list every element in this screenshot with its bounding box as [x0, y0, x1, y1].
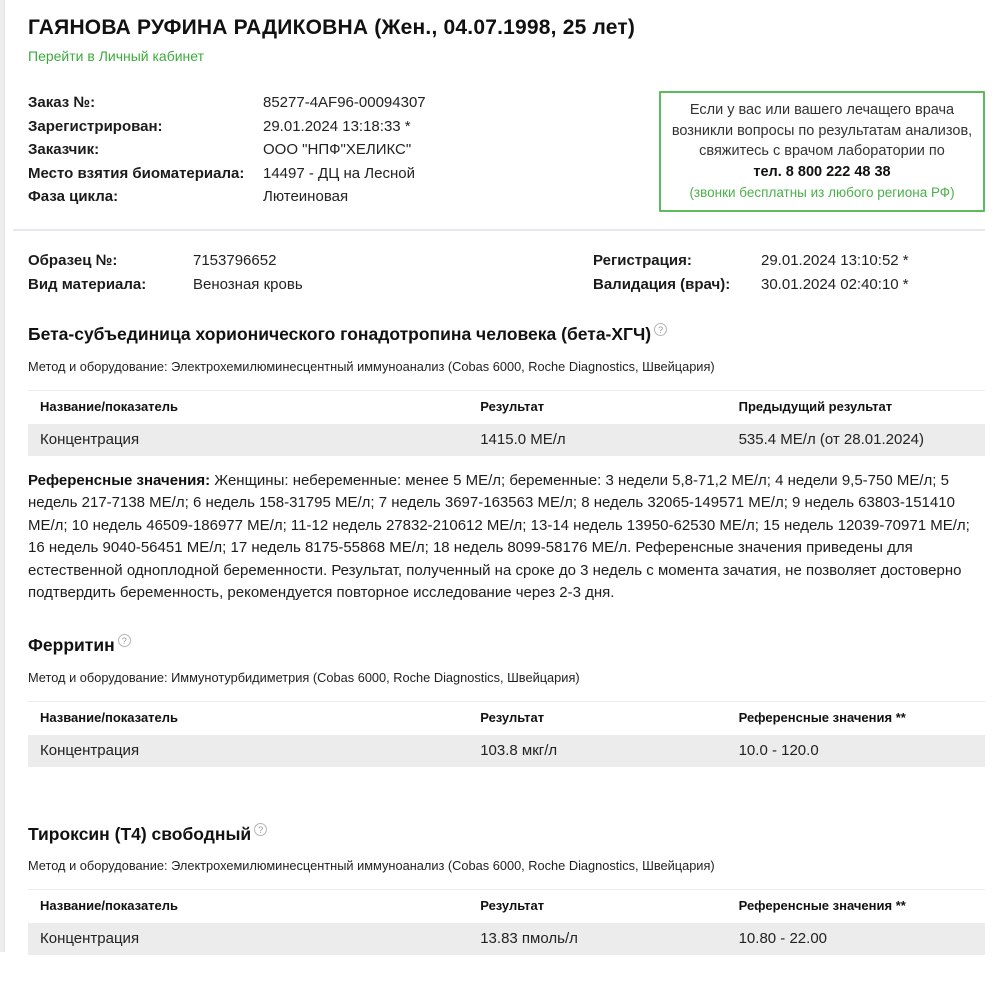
section-t4-free [28, 823, 985, 956]
order-value: Лютеиновая [263, 188, 349, 205]
order-label: Фаза цикла: [28, 188, 119, 205]
reference-values-text [28, 470, 985, 605]
column-header: Название/показатель [40, 709, 179, 725]
reference-lead: Референсные значения: [28, 471, 211, 489]
sample-value: Венозная кровь [193, 275, 303, 293]
sample-label: Образец №: [28, 252, 118, 269]
table-row [28, 923, 985, 955]
order-label: Заказчик: [28, 141, 100, 158]
result-cell: 13.83 пмоль/л [480, 930, 578, 948]
sample-info-left [28, 249, 593, 296]
order-row [28, 115, 426, 139]
results-table [28, 390, 985, 456]
order-value: 14497 - ДЦ на Лесной [263, 164, 415, 182]
section-divider [13, 229, 985, 231]
help-icon[interactable]: ? [118, 634, 131, 647]
sample-row [28, 273, 593, 297]
page-title: ГАЯНОВА РУФИНА РАДИКОВНА (Жен., 04.07.1998, 25 лет) [28, 16, 636, 39]
order-row [28, 91, 426, 115]
section-title-text: Ферритин [28, 634, 115, 655]
reference-cell: 10.80 - 22.00 [738, 930, 827, 948]
help-icon[interactable]: ? [254, 823, 267, 836]
section-title [28, 823, 985, 845]
order-label: Зарегистрирован: [28, 117, 163, 135]
support-notice-subtext: (звонки бесплатны из любого региона РФ) [689, 185, 955, 200]
section-title [28, 634, 985, 656]
section-title [28, 323, 985, 345]
sample-info [28, 249, 985, 296]
support-phone: тел. 8 800 222 48 38 [753, 163, 891, 180]
column-header: Предыдущий результат [738, 398, 893, 414]
parameter-cell: Концентрация [40, 741, 140, 759]
section-ferritin [28, 634, 985, 767]
table-header-row [28, 391, 985, 424]
section-beta-hcg [28, 323, 985, 605]
report-header [28, 16, 985, 66]
order-label: Место взятия биоматериала: [28, 164, 245, 182]
method-line: Метод и оборудование: Электрохемилюминесцентный иммуноанализ (Cobas 6000, Roche Diagnostics, Швейцария) [28, 858, 715, 874]
method-line: Метод и оборудование: Иммунотурбидиметрия (Cobas 6000, Roche Diagnostics, Швейцария) [28, 669, 580, 685]
help-icon[interactable]: ? [654, 323, 667, 336]
column-header: Результат [480, 709, 545, 725]
order-row [28, 185, 426, 209]
parameter-cell: Концентрация [40, 930, 140, 948]
sample-label: Регистрация: [593, 252, 692, 269]
result-cell: 103.8 мкг/л [480, 741, 558, 759]
sample-info-right [593, 249, 909, 296]
order-info [28, 91, 426, 209]
order-label: Заказ №: [28, 94, 96, 111]
support-notice-text: Если у вас или вашего лечащего врача возникли вопросы по результатам анализов, свяжитесь с врачом лаборатории по [671, 102, 973, 159]
sample-value: 7153796652 [193, 252, 277, 269]
reference-body: Женщины: небеременные: менее 5 МЕ/л; беременные: 3 недели 5,8-71,2 МЕ/л; 4 недели 9,5-750 МЕ/л; 5 недель 217-7138 МЕ/л; 6 недель 158-31795 МЕ/л; 7 недель 3697-163563 МЕ/л; 8 недель 32065-149571 МЕ/л; 9 недель 63803-151410 МЕ/л; 10 недель 46509-186977 МЕ/л; 11-12 недель 27832-210612 МЕ/л; 13-14 недель 13950-62530 МЕ/л; 15 недель 12039-70971 МЕ/л; 16 недель 9040-56451 МЕ/л; 17 недель 8175-55868 МЕ/л; 18 недель 8099-58176 МЕ/л. Референсные значения приведены для естественной одноплодной беременности. Результат, полученный на сроке до 3 недель с момента зачатия, не позволяет достоверно подтвердить беременность, рекомендуется повторное исследование через 2-3 дня. [28, 471, 970, 602]
results-table [28, 701, 985, 767]
reference-cell: 10.0 - 120.0 [738, 741, 819, 759]
parameter-cell: Концентрация [40, 430, 140, 448]
order-top-area [28, 91, 985, 212]
sample-label: Валидация (врач): [593, 275, 731, 293]
column-header: Название/показатель [40, 898, 179, 914]
order-value: 29.01.2024 13:18:33 * [263, 117, 411, 135]
order-value: ООО "НПФ"ХЕЛИКС" [263, 141, 412, 158]
personal-cabinet-link[interactable]: Перейти в Личный кабинет [28, 48, 205, 64]
page-left-edge [0, 0, 5, 952]
order-value: 85277-4AF96-00094307 [263, 94, 426, 111]
sample-row [28, 249, 593, 273]
table-row [28, 735, 985, 767]
sample-label: Вид материала: [28, 275, 147, 293]
order-row [28, 138, 426, 162]
sample-row [593, 273, 909, 297]
table-header-row [28, 702, 985, 735]
result-cell: 1415.0 МЕ/л [480, 430, 566, 448]
table-header-row [28, 890, 985, 923]
results-table [28, 889, 985, 955]
section-title-text: Бета-субъединица хорионического гонадотропина человека (бета-ХГЧ) [28, 323, 652, 344]
column-header: Референсные значения ** [738, 709, 906, 725]
column-header: Результат [480, 898, 545, 914]
column-header: Референсные значения ** [738, 898, 906, 914]
support-notice-box [659, 91, 985, 212]
column-header: Название/показатель [40, 398, 179, 414]
order-row [28, 162, 426, 186]
sample-value: 30.01.2024 02:40:10 * [761, 275, 909, 293]
sample-row [593, 249, 909, 273]
column-header: Результат [480, 398, 545, 414]
method-line: Метод и оборудование: Электрохемилюминесцентный иммуноанализ (Cobas 6000, Roche Diagnostics, Швейцария) [28, 358, 715, 374]
sample-value: 29.01.2024 13:10:52 * [761, 252, 909, 269]
table-row [28, 424, 985, 456]
previous-result-cell: 535.4 МЕ/л (от 28.01.2024) [738, 430, 924, 448]
section-title-text: Тироксин (Т4) свободный [28, 823, 252, 844]
